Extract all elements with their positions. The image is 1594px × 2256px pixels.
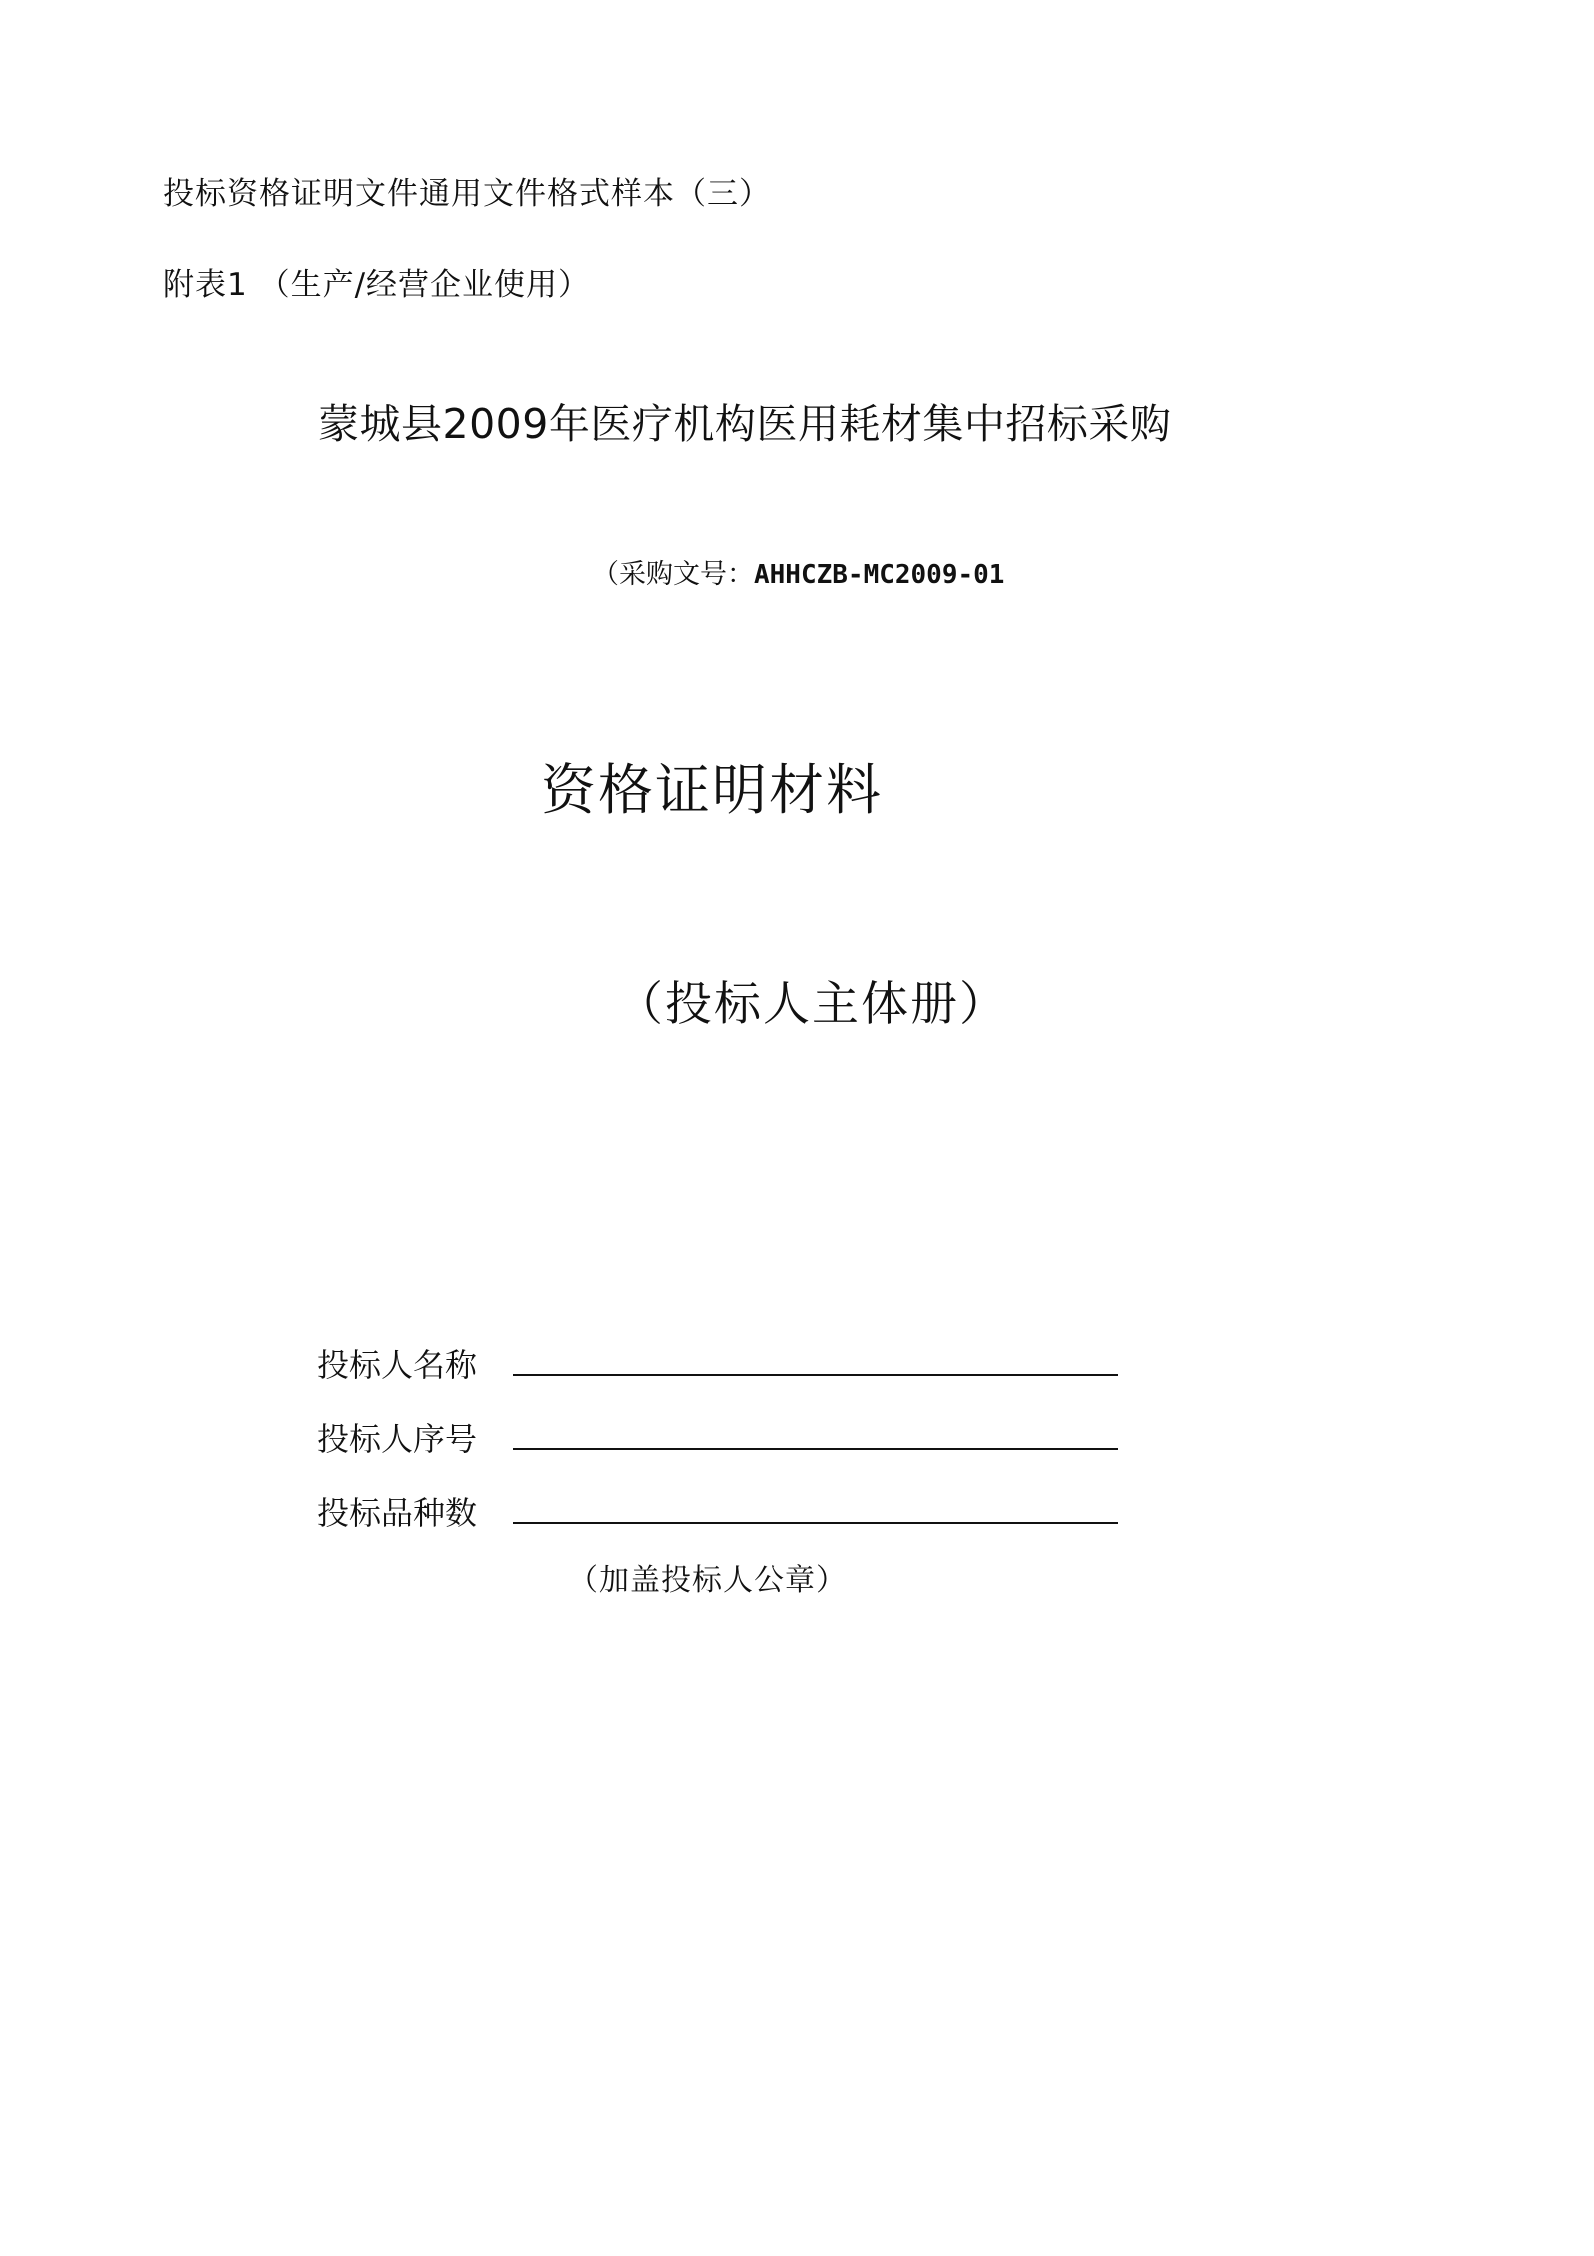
- header-line-1: 投标资格证明文件通用文件格式样本（三）: [163, 176, 771, 212]
- variety-count-blank-line: [513, 1496, 1118, 1524]
- sub-title: （投标人主体册）: [616, 977, 1008, 1032]
- bidder-name-blank-line: [513, 1348, 1118, 1376]
- seal-note: （加盖投标人公章）: [568, 1563, 847, 1598]
- variety-count-field: [317, 1489, 1118, 1532]
- variety-count-label: 投标品种数: [317, 1494, 478, 1532]
- doc-number-prefix: （采购文号：: [592, 559, 754, 590]
- bidder-seq-label: 投标人序号: [317, 1420, 478, 1458]
- doc-number: [592, 561, 1004, 588]
- main-title: 蒙城县2009年医疗机构医用耗材集中招标采购: [318, 400, 1172, 448]
- bidder-seq-field: [317, 1415, 1118, 1458]
- header-line-2: 附表1 （生产/经营企业使用）: [163, 267, 591, 303]
- bidder-name-label: 投标人名称: [317, 1346, 478, 1384]
- bidder-name-field: [317, 1341, 1118, 1384]
- section-title: 资格证明材料: [541, 758, 884, 822]
- doc-number-code: AHHCZB-MC2009-01: [754, 560, 1005, 590]
- bidder-seq-blank-line: [513, 1422, 1118, 1450]
